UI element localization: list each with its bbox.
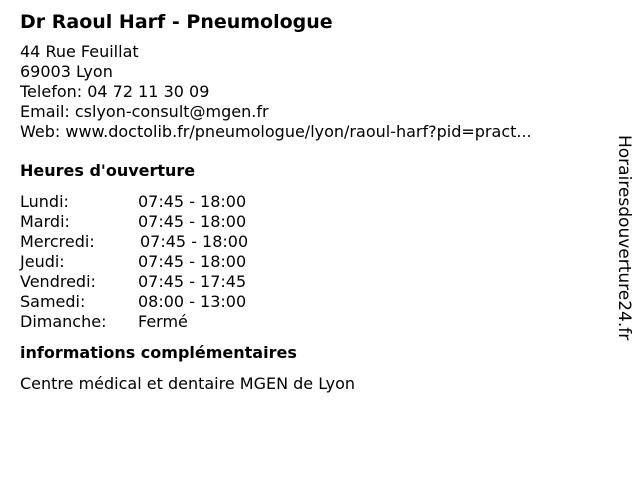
street-address: 44 Rue Feuillat: [20, 42, 139, 61]
city-address: 69003 Lyon: [20, 62, 113, 81]
hours-time: 07:45 - 18:00: [138, 212, 247, 231]
address-block: [20, 42, 600, 142]
hours-row-tuesday: [20, 212, 600, 232]
hours-row-wednesday: [20, 232, 600, 252]
hours-row-saturday: [20, 292, 600, 312]
business-card: [20, 10, 600, 394]
hours-time: 07:45 - 18:00: [138, 252, 247, 271]
email-line: Email: cslyon-consult@mgen.fr: [20, 102, 269, 121]
hours-time: Fermé: [138, 312, 188, 331]
hours-time: 07:45 - 18:00: [140, 232, 249, 251]
hours-day: Vendredi:: [20, 272, 96, 291]
additional-info-text: Centre médical et dentaire MGEN de Lyon: [20, 374, 356, 393]
hours-row-thursday: [20, 252, 600, 272]
additional-info-heading: informations complémentaires: [20, 343, 297, 362]
brand-watermark: Horairesdouverture24.fr: [614, 135, 634, 341]
hours-day: Mercredi:: [20, 232, 95, 251]
hours-day: Jeudi:: [20, 252, 65, 271]
hours-day: Samedi:: [20, 292, 86, 311]
phone-line: Telefon: 04 72 11 30 09: [20, 82, 210, 101]
opening-hours-heading: Heures d'ouverture: [20, 161, 196, 180]
hours-day: Mardi:: [20, 212, 70, 231]
hours-day: Lundi:: [20, 192, 69, 211]
hours-time: 07:45 - 18:00: [138, 192, 247, 211]
opening-hours-table: [20, 192, 600, 332]
hours-row-monday: [20, 192, 600, 212]
hours-day: Dimanche:: [20, 312, 107, 331]
hours-row-friday: [20, 272, 600, 292]
hours-time: 08:00 - 13:00: [138, 292, 247, 311]
page-title: Dr Raoul Harf - Pneumologue: [20, 11, 333, 33]
hours-time: 07:45 - 17:45: [138, 272, 247, 291]
hours-row-sunday: [20, 312, 600, 332]
web-line: Web: www.doctolib.fr/pneumologue/lyon/raoul-harf?pid=pract...: [20, 122, 532, 141]
